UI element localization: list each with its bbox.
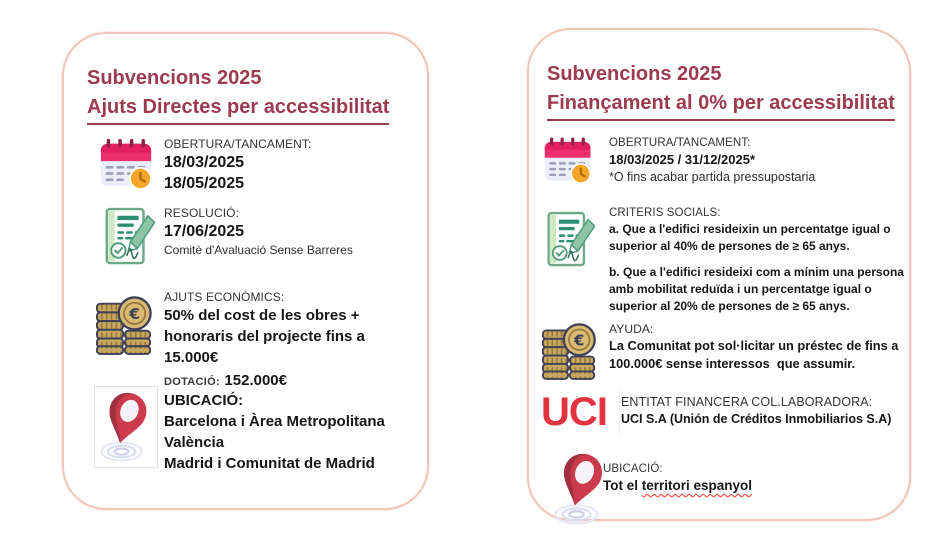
- svg-text:€: €: [129, 305, 141, 324]
- financer-label: ENTITAT FINANCERA COL.LABORADORA:: [621, 395, 873, 409]
- resolution-date: 17/06/2025: [164, 223, 245, 240]
- calendar-icon: [542, 134, 595, 190]
- criteria-item-a: a. Que a l'edifici resideixin un percentatge igual o superior al 40% de persones de ≥ 65 anys.: [609, 222, 891, 253]
- location-section: [164, 390, 419, 474]
- coins-euro-icon: [95, 292, 153, 361]
- location-section: [603, 462, 752, 495]
- opening-label: OBERTURA/TANCAMENT:: [609, 137, 751, 149]
- location-value: [603, 477, 752, 495]
- aid-description: 50% del cost de les obres + honoraris del projecte fins a 15.000€: [164, 307, 365, 366]
- location-label: UBICACIÓ:: [603, 463, 663, 475]
- criteria-section: [609, 206, 905, 315]
- dotacio-label: DOTACIÓ:: [164, 376, 220, 388]
- calendar-icon: [98, 135, 156, 196]
- page-subtitle: Ajuts Directes per accessibilitat: [87, 93, 389, 125]
- opening-date: 18/03/2025: [164, 154, 245, 171]
- opening-dates: 18/03/2025 / 31/12/2025*: [609, 152, 756, 167]
- criteria-label: CRITERIS SOCIALS:: [609, 207, 721, 219]
- page-subtitle: Finançament al 0% per accessibilitat: [547, 89, 895, 121]
- left-card-heading: [87, 64, 389, 125]
- right-card-heading: [547, 60, 895, 121]
- location-line: València: [164, 434, 225, 451]
- aid-section: [609, 322, 921, 373]
- resolution-section: [164, 205, 353, 258]
- opening-label: OBERTURA/TANCAMENT:: [164, 137, 312, 151]
- card-financament: [527, 28, 911, 521]
- aid-label: AJUTS ECONÒMICS:: [164, 290, 285, 304]
- financer-section: [621, 394, 907, 428]
- aid-description: La Comunitat pot sol·licitar un préstec de fins a 100.000€ sense interessos que assumir.: [609, 338, 902, 371]
- location-label: UBICACIÓ:: [164, 392, 244, 409]
- dotacio-value: 152.000€: [224, 372, 287, 389]
- location-text: Tot el: [603, 478, 642, 493]
- financer-value: UCI S.A (Unión de Créditos Inmobiliarios S.A): [621, 412, 892, 426]
- resolution-label: RESOLUCIÓ:: [164, 206, 240, 220]
- contract-signature-icon: [544, 210, 596, 275]
- svg-text:€: €: [574, 331, 585, 350]
- page-title: Subvencions 2025: [547, 63, 722, 85]
- map-pin-icon: [94, 386, 158, 468]
- uci-logo: UCI: [533, 390, 620, 434]
- map-pin-icon: [551, 450, 611, 533]
- resolution-committee: Comitè d'Avaluació Sense Barreres: [164, 243, 353, 257]
- criteria-item-b: b. Que a l'edifici resideixi com a mínim una persona amb mobilitat reduïda i un percentatge igual o superior al 20% de persones de ≥ 65 anys.: [609, 265, 904, 313]
- location-line: Madrid i Comunitat de Madrid: [164, 455, 375, 472]
- aid-label: AYUDA:: [609, 322, 654, 336]
- location-text-spellchecked: territori espanyol: [641, 478, 753, 493]
- coins-euro-icon: [541, 319, 597, 386]
- card-ajuts-directes: [62, 32, 429, 510]
- location-line: Barcelona i Àrea Metropolitana: [164, 413, 385, 430]
- contract-signature-icon: [102, 206, 156, 273]
- closing-date: 18/05/2025: [164, 175, 245, 192]
- aid-section: [164, 289, 406, 391]
- opening-section: [164, 136, 311, 194]
- page-title: Subvencions 2025: [87, 67, 262, 89]
- opening-note: *O fins acabar partida pressupostaria: [609, 170, 816, 184]
- opening-section: [609, 136, 815, 185]
